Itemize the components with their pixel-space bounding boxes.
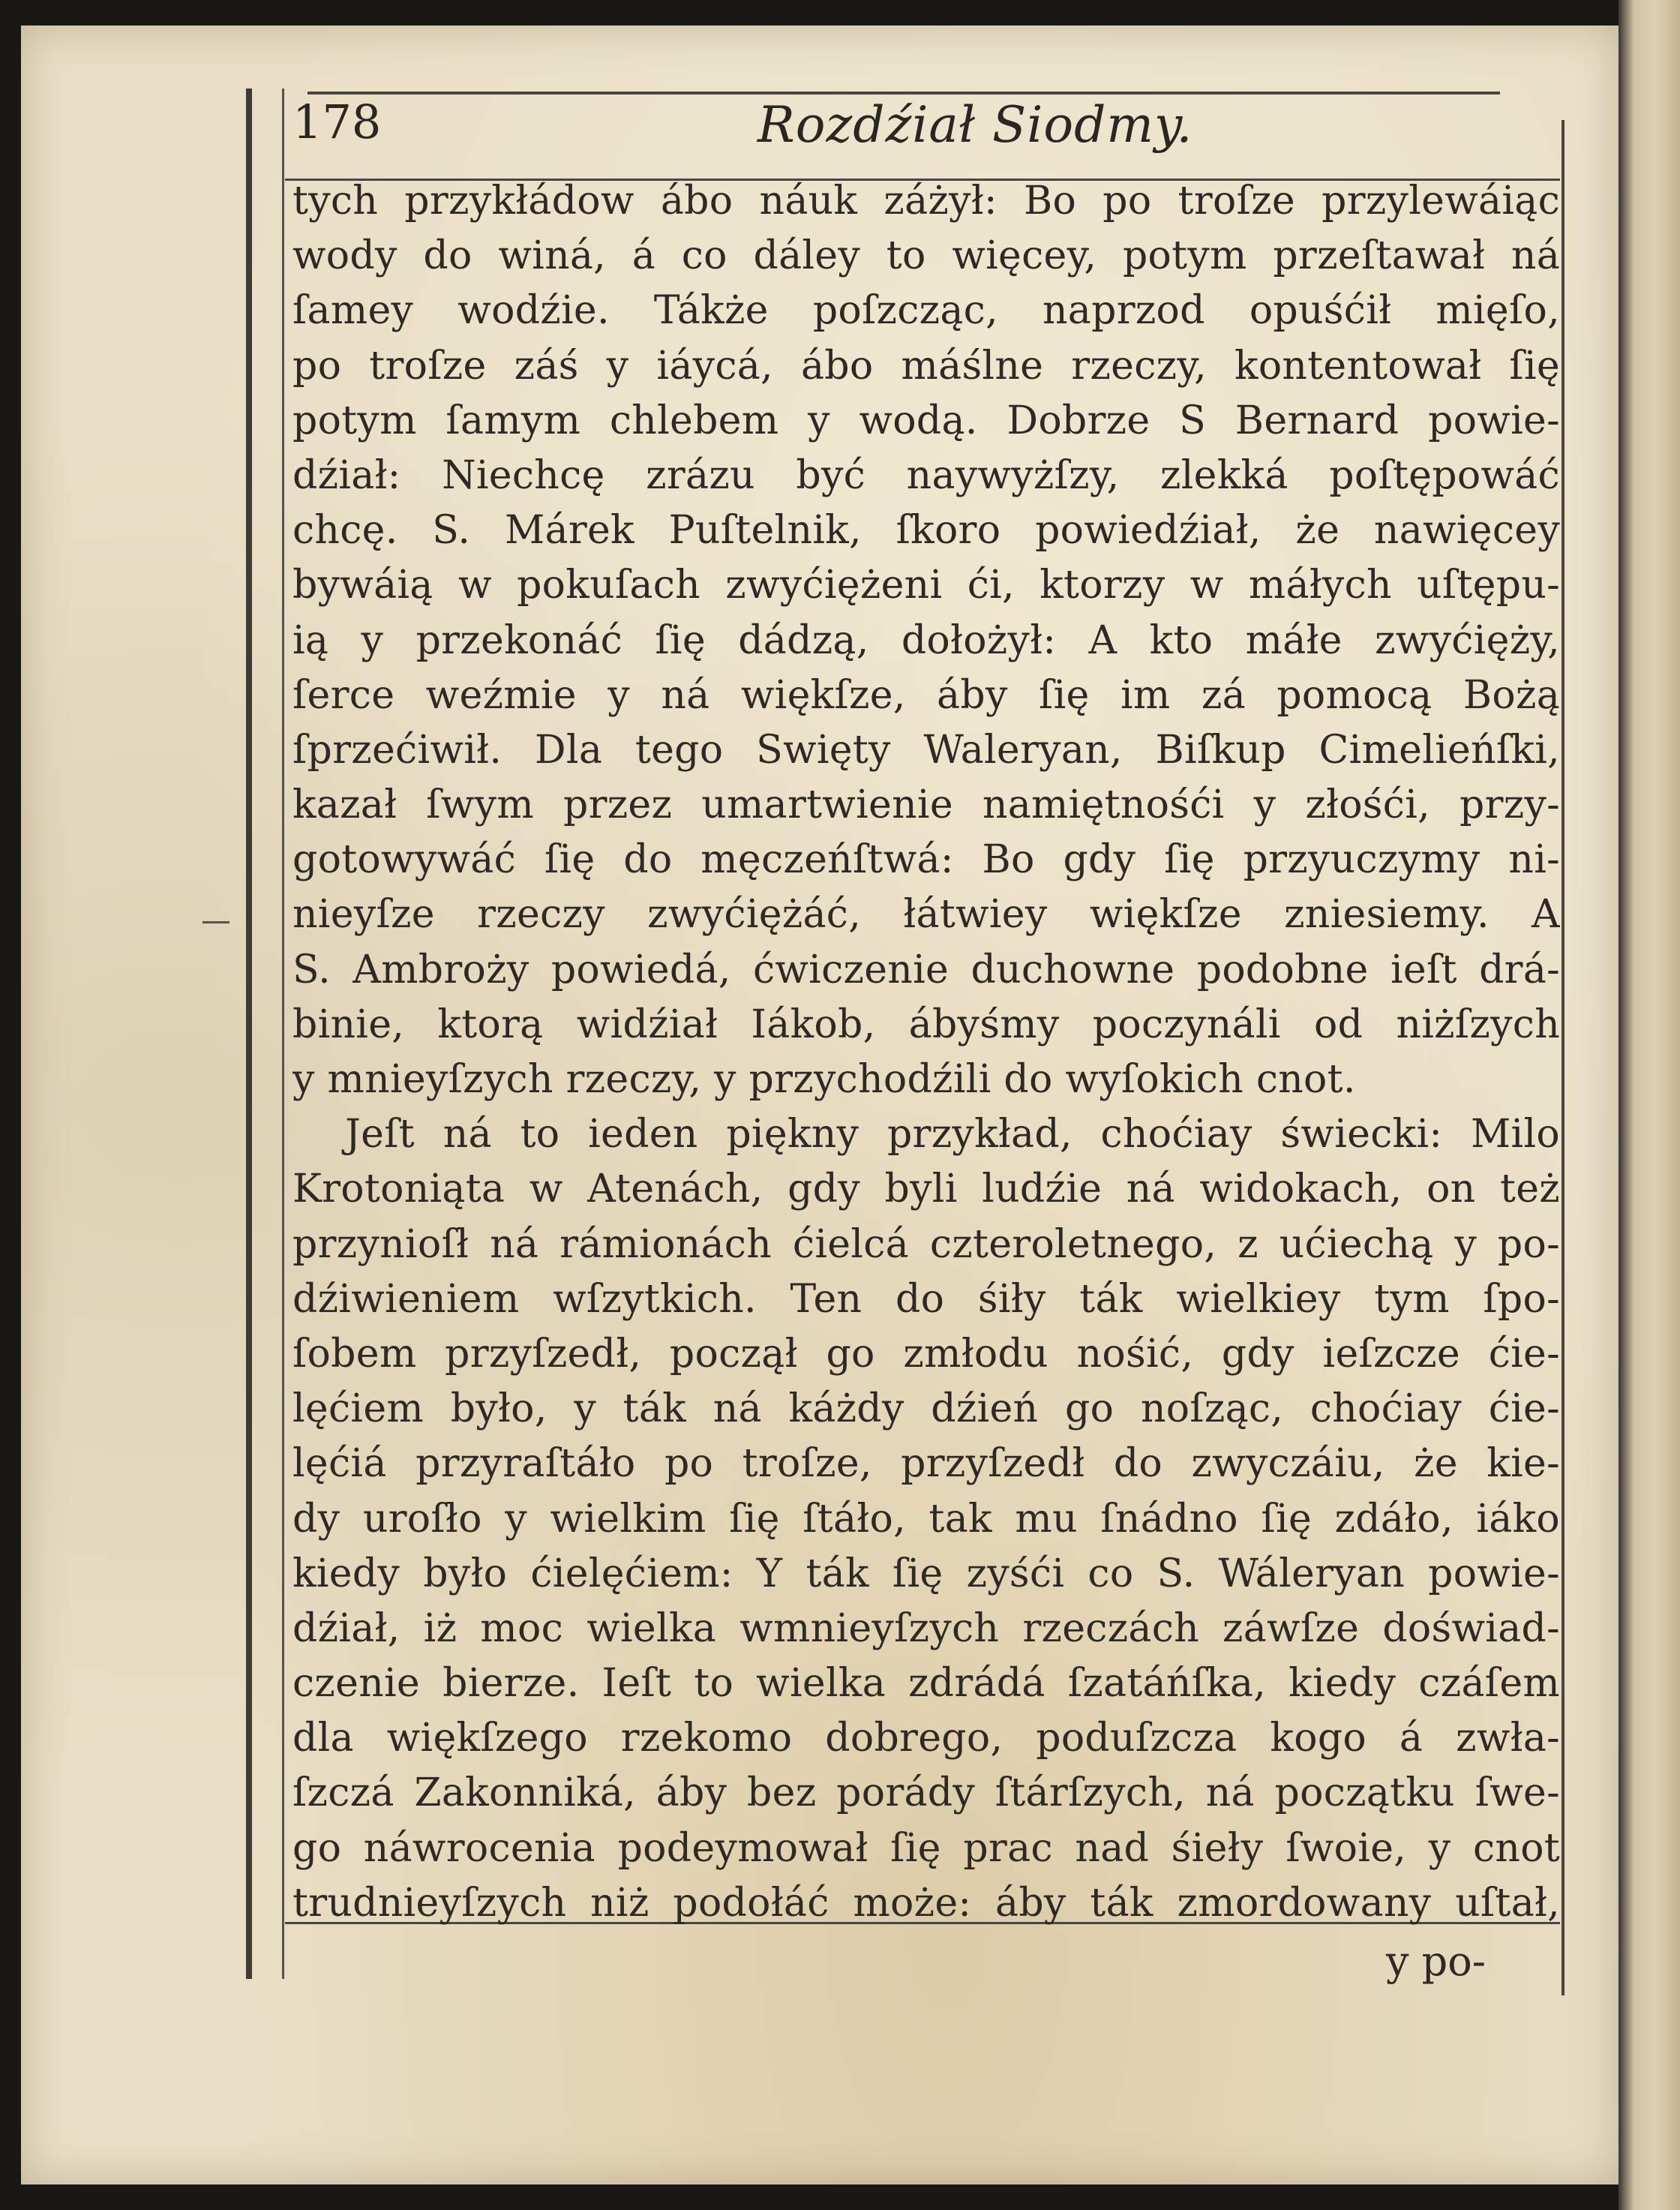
- text-line: po troſze záś y iáycá, ábo máślne rzeczy, kontentował ſię: [292, 343, 1560, 389]
- text-line: y mnieyſzych rzeczy, y przychodźili do wyſokich cnot.: [292, 1057, 1356, 1102]
- text-line: kiedy było ćielęćiem: Y ták ſię zyśći co S. Wáleryan powie-: [292, 1551, 1560, 1596]
- text-line: ſerce weźmie y ná więkſze, áby ſię im zá pomocą Bożą: [292, 672, 1560, 718]
- frame-left-inner-rule: [282, 89, 284, 1979]
- text-line: chcę. S. Márek Puſtelnik, ſkoro powiedźiał, że nawięcey: [292, 508, 1560, 554]
- text-line: potym ſamym chlebem y wodą. Dobrze S Bernard powie-: [292, 398, 1560, 443]
- page-number: 178: [292, 95, 382, 149]
- catchword: y po-: [1386, 1938, 1486, 1985]
- text-line: go náwrocenia podeymował ſię prac nad śiełу ſwoie, y cnot: [292, 1825, 1560, 1871]
- text-line: dźiał: Niechcę zrázu być naywyżſzy, zlekká poſtępowáć: [292, 452, 1560, 498]
- text-line: ſprzećiwił. Dla tego Swięty Waleryan, Biſkup Cimelieńſki,: [292, 727, 1560, 773]
- text-line: ſobem przyſzedł, począł go zmłodu nośić, gdy ieſzcze ćie-: [292, 1331, 1560, 1377]
- text-line: dy uroſło y wielkim ſię ſtáło, tak mu ſnádno ſię zdáło, iáko: [292, 1496, 1560, 1542]
- body-text: [292, 174, 1560, 1931]
- frame-right-rule: [1562, 120, 1564, 1995]
- running-title: Rozdźiał Siodmy.: [758, 96, 1193, 154]
- text-line: czenie bierze. Ieſt to wielka zdrádá ſzatáńſka, kiedy czáſem: [292, 1661, 1560, 1707]
- frame-left-rule: [246, 89, 252, 1979]
- text-line: tych przykłádow ábo náuk záżył: Bo po troſze przylewáiąc: [292, 179, 1560, 224]
- text-line: dla więkſzego rzekomo dobrego, poduſzcza kogo á zwła-: [292, 1716, 1560, 1761]
- text-line: wody do winá, á co dáley to więcey, potym przeſtawał ná: [292, 233, 1560, 279]
- text-line: binie, ktorą widźiał Iákob, ábyśmy poczynáli od niżſzych: [292, 1001, 1560, 1047]
- margin-mark: [202, 921, 230, 923]
- text-line: przynioſł ná rámionách ćielcá czteroletnego, z ućiechą y po-: [292, 1221, 1560, 1267]
- text-line: gotowywáć ſię do męczeńſtwá: Bo gdy ſię przyuczymy ni-: [292, 837, 1560, 883]
- text-line: kazał ſwym przez umartwienie namiętnośći y złośći, przy-: [292, 782, 1560, 828]
- text-line: ią y przekonáć ſię dádzą, dołożył: A kto máłe zwyćięży,: [292, 617, 1560, 663]
- text-line: nieyſze rzeczy zwyćiężáć, łátwiey więkſze zniesiemy. A: [292, 892, 1560, 938]
- text-line: Jeſt ná to ieden piękny przykład, choćiay świecki: Milo: [345, 1112, 1560, 1158]
- text-line: dźiwieniem wſzytkich. Ten do śiły ták wielkiey tym ſpo-: [292, 1276, 1560, 1322]
- text-line: ſzczá Zakonniká, áby bez porády ſtárſzych, ná początku ſwe-: [292, 1770, 1560, 1816]
- text-line: bywáią w pokuſach zwyćiężeni ći, ktorzy w máłych uſtępu-: [292, 563, 1560, 608]
- text-line: trudnieyſzych niż podołáć może: áby ták zmordowany uſtał,: [292, 1880, 1560, 1926]
- top-rule: [308, 92, 1500, 95]
- text-line: ſamey wodźie. Tákże poſzcząc, naprzod opuśćił mięſo,: [292, 288, 1560, 334]
- text-line: lęćiá przyraſtáło po troſze, przyſzedł do zwyczáiu, że kie-: [292, 1441, 1560, 1487]
- text-line: lęćiem było, y ták ná káżdy dźień go noſząc, choćiay ćie-: [292, 1386, 1560, 1432]
- adjacent-page-edge: [1618, 0, 1680, 2210]
- text-line: dźiał, iż moc wielka wmnieyſzych rzeczách záwſze doświad-: [292, 1605, 1560, 1651]
- text-line: S. Ambroży powiedá, ćwiczenie duchowne podobne ieſt drá-: [292, 947, 1560, 992]
- text-line: Krotoniąta w Atenách, gdy byli ludźie ná widokach, on też: [292, 1167, 1560, 1212]
